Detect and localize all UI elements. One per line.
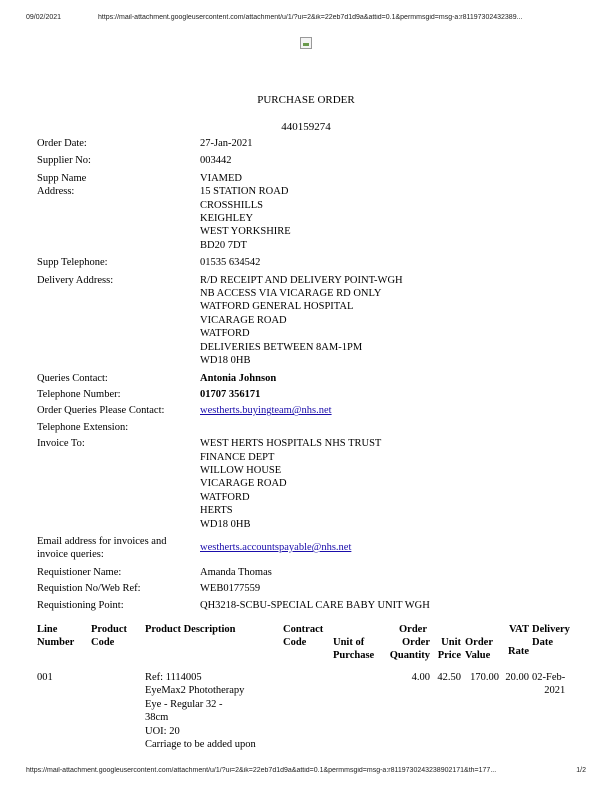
invoice-address-line: WATFORD	[200, 491, 250, 503]
invoice-email-label	[37, 535, 200, 562]
col-vat-1: VAT	[508, 624, 529, 635]
requisitioning-point-label: Requistioning Point:	[37, 599, 124, 611]
col-order-quantity	[384, 636, 430, 663]
supplier-no-value: 003442	[200, 155, 232, 167]
col-order-value-2: Value	[465, 650, 491, 662]
col-vat-2: Rate	[508, 646, 529, 658]
col-unit-price-2: Price	[437, 650, 461, 662]
supp-name-label: Supp Name	[37, 172, 87, 184]
delivery-address-value	[200, 274, 577, 368]
telephone-extension-label: Telephone Extension:	[37, 421, 129, 433]
document-title: PURCHASE ORDER	[257, 94, 355, 106]
delivery-address-line: WATFORD GENERAL HOSPITAL	[200, 301, 354, 313]
supplier-no-row	[37, 154, 577, 167]
invoice-email-label-line: Email address for invoices and	[37, 535, 167, 547]
requisition-no-value: WEB0177559	[200, 583, 261, 595]
item-description-line: Carriage to be added upon	[145, 739, 256, 751]
item-delivery-date-2: 2021	[544, 685, 566, 697]
col-unit-of-purchase	[333, 636, 374, 663]
delivery-address-line: WATFORD	[200, 328, 250, 340]
col-vat-rate	[503, 623, 529, 659]
item-description-line: UOI: 20	[145, 725, 180, 737]
col-product-description: Product Description	[145, 624, 236, 635]
supplier-address-line: CROSSHILLS	[200, 199, 264, 211]
requisition-no-label: Requistion No/Web Ref:	[37, 583, 141, 595]
col-contract-1: Contract	[283, 624, 324, 635]
col-order-value-1: Order	[465, 637, 493, 648]
item-description-line: Ref: 1114005	[145, 672, 202, 683]
col-delivery-date	[532, 623, 570, 650]
delivery-address-line: DELIVERIES BETWEEN 8AM-1PM	[200, 341, 363, 353]
col-contract-2: Code	[283, 637, 307, 649]
print-url: https://mail-attachment.googleusercontent.com/attachment/u/1/?ui=2&ik=22eb7d1d9a&attid=0.1&permmsgid=msg-a:r81197302432389...	[98, 14, 523, 21]
queries-contact-label: Queries Contact:	[37, 372, 108, 384]
col-unit-of-1: Unit of	[333, 637, 365, 648]
queries-contact-row	[37, 372, 577, 385]
queries-contact-value: Antonia Johnson	[200, 372, 277, 384]
supplier-no-label: Supplier No:	[37, 155, 91, 167]
delivery-address-row	[37, 274, 577, 368]
delivery-address-label: Delivery Address:	[37, 274, 114, 286]
item-vat-rate: 20.00	[505, 672, 529, 683]
col-order-value	[465, 636, 493, 663]
broken-image-icon	[300, 37, 312, 49]
col-order-quantity-1: Order	[402, 637, 430, 648]
requisition-no-row	[37, 582, 577, 595]
invoice-address-line: HERTS	[200, 505, 233, 517]
invoice-email-label-line: invoice queries:	[37, 549, 104, 561]
order-date-row	[37, 137, 577, 150]
requisitioning-point-value: QH3218-SCBU-SPECIAL CARE BABY UNIT WGH	[200, 599, 430, 611]
telephone-number-value: 01707 356171	[200, 388, 261, 400]
buying-team-email-link[interactable]: westherts.buyingteam@nhs.net	[200, 405, 332, 417]
supp-telephone-value: 01535 634542	[200, 257, 261, 269]
order-queries-row	[37, 404, 577, 417]
invoice-email-row	[37, 535, 577, 562]
invoice-to-row	[37, 437, 577, 531]
supp-telephone-row	[37, 256, 577, 269]
col-unit-price-1: Unit	[441, 637, 461, 648]
supplier-address-line: 15 STATION ROAD	[200, 186, 289, 198]
supplier-address-line: KEIGHLEY	[200, 213, 254, 225]
col-line-2: Number	[37, 637, 75, 649]
supp-telephone-label: Supp Telephone:	[37, 257, 108, 269]
supplier-address-line: BD20 7DT	[200, 239, 247, 251]
telephone-extension-value	[200, 421, 577, 434]
items-table-header	[37, 623, 587, 669]
delivery-address-line: WD18 0HB	[200, 355, 251, 367]
invoice-address-line: WD18 0HB	[200, 518, 251, 530]
requisitioner-name-value: Amanda Thomas	[200, 566, 272, 578]
telephone-number-label: Telephone Number:	[37, 388, 121, 400]
col-order-group: Order	[399, 624, 427, 635]
supplier-address-row	[37, 172, 577, 252]
col-product-code	[91, 623, 127, 650]
invoice-to-value	[200, 437, 577, 531]
invoice-address-line: WILLOW HOUSE	[200, 464, 282, 476]
address-label: Address:	[37, 186, 75, 198]
delivery-address-line: VICARAGE ROAD	[200, 314, 287, 326]
order-number: 440159274	[281, 121, 331, 133]
order-queries-label: Order Queries Please Contact:	[37, 405, 165, 417]
delivery-address-line: NB ACCESS VIA VICARAGE RD ONLY	[200, 288, 382, 300]
order-date-label: Order Date:	[37, 138, 87, 149]
item-quantity: 4.00	[411, 672, 430, 683]
requisitioner-name-row	[37, 566, 577, 579]
col-unit-price	[433, 636, 461, 663]
telephone-extension-row	[37, 421, 577, 434]
item-description	[145, 671, 256, 751]
supplier-address-line: VIAMED	[200, 172, 242, 184]
footer-url: https://mail-attachment.googleusercontent.com/attachment/u/1/?ui=2&ik=22eb7d1d9a&attid=0.1&permmsgid=msg-a:r8119730243238902171&th=177...	[26, 767, 497, 774]
print-date: 09/02/2021	[26, 14, 62, 21]
col-line	[37, 623, 74, 650]
delivery-address-line: R/D RECEIPT AND DELIVERY POINT-WGH	[200, 274, 403, 286]
item-unit-price: 42.50	[437, 672, 461, 683]
invoice-to-label: Invoice To:	[37, 438, 85, 450]
col-product-code-1: Product	[91, 624, 127, 635]
item-delivery-date	[532, 671, 565, 698]
order-details	[37, 137, 577, 612]
invoice-address-line: FINANCE DEPT	[200, 451, 275, 463]
col-delivery-2: Date	[532, 637, 553, 649]
col-contract	[283, 623, 323, 650]
col-delivery-1: Delivery	[532, 624, 570, 635]
item-description-line: EyeMax2 Phototherapy	[145, 685, 245, 697]
requisitioner-name-label: Requistioner Name:	[37, 566, 122, 578]
item-delivery-date-1: 02-Feb-	[532, 672, 566, 683]
supplier-address-line: WEST YORKSHIRE	[200, 226, 291, 238]
supplier-address-value	[200, 172, 577, 252]
page-number: 1/2	[576, 767, 586, 774]
col-line-1: Line	[37, 624, 58, 635]
col-product-code-2: Code	[91, 637, 115, 649]
accounts-payable-email-link[interactable]: westherts.accountspayable@nhs.net	[200, 541, 352, 553]
item-description-line: 38cm	[145, 712, 169, 724]
order-date-value: 27-Jan-2021	[200, 138, 253, 149]
col-order-quantity-2: Quantity	[389, 650, 430, 662]
col-unit-of-2: Purchase	[333, 650, 375, 662]
item-order-value: 170.00	[470, 672, 499, 683]
invoice-address-line: WEST HERTS HOSPITALS NHS TRUST	[200, 438, 382, 450]
telephone-number-row	[37, 388, 577, 401]
supplier-address-label	[37, 172, 200, 252]
requisitioning-point-row	[37, 599, 577, 612]
item-line-number: 001	[37, 672, 53, 683]
item-description-line: Eye - Regular 32 -	[145, 698, 223, 710]
invoice-address-line: VICARAGE ROAD	[200, 478, 287, 490]
